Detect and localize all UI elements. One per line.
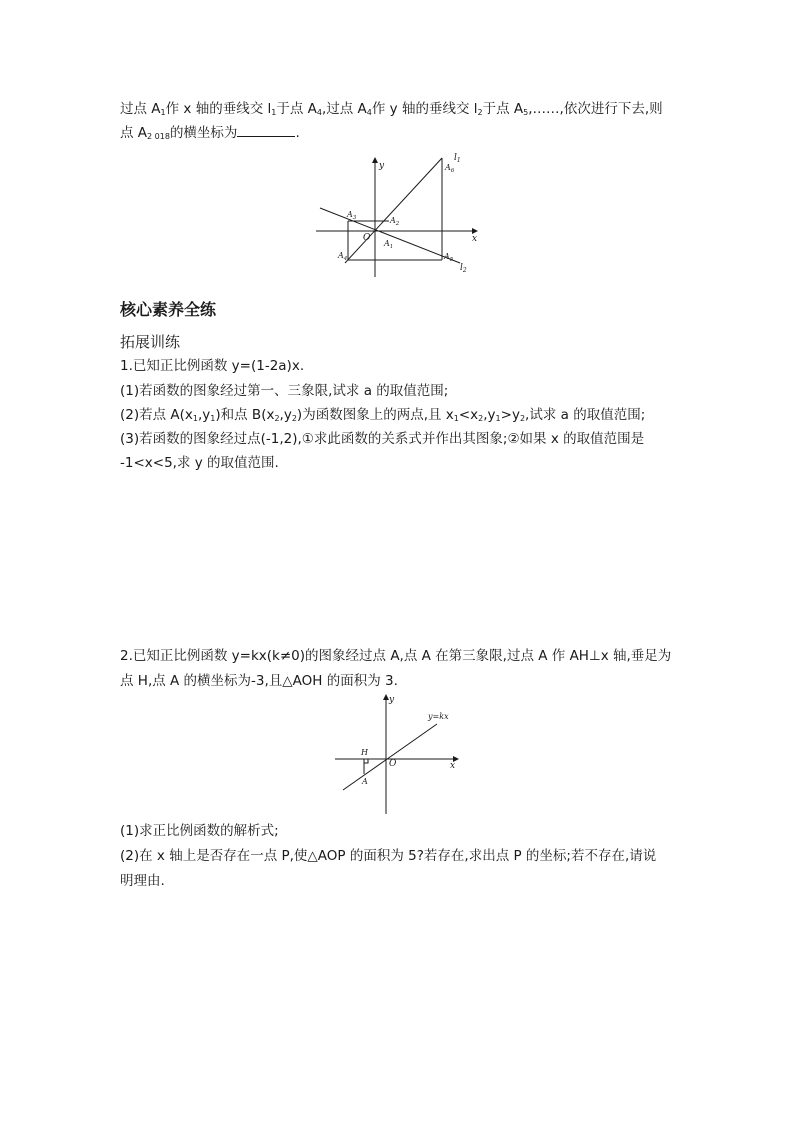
q2-stem-line-2: 点 H,点 A 的横坐标为-3,且△AOH 的面积为 3. [120, 673, 398, 689]
fig1-A6-label: $A_6$ [445, 163, 455, 174]
fig1-A5-label: $A_5$ [444, 252, 454, 263]
q2-part-2-line-1: (2)在 x 轴上是否存在一点 P,使△AOP 的面积为 5?若存在,求出点 P 的坐标;若不存在,请说 [120, 848, 657, 864]
fig1-l2-label: $l_2$ [460, 263, 467, 274]
q1-part-1: (1)若函数的图象经过第一、三象限,试求 a 的取值范围; [120, 383, 449, 399]
fig1-origin-label: O [363, 233, 371, 243]
fig2-line-label: y=kx [428, 712, 449, 721]
q2-part-2-line-2: 明理由. [120, 873, 165, 889]
q1-stem: 1.已知正比例函数 y=(1-2a)x. [120, 358, 305, 374]
fig2-origin-label: O [389, 759, 397, 769]
fig2-H-label: H [361, 748, 368, 757]
sub-title: 拓展训练 [120, 333, 181, 351]
intro-line-1: 过点 $A_1$作 x 轴的垂线交 $l_1$于点 $A_4$,过点 $A_4$作 y 轴的垂线交 $l_2$于点 $A_5,\dots\dots$,依次进行下去,则 [120, 101, 663, 117]
q1-part-3-line-2: -1<x<5,求 y 的取值范围. [120, 455, 279, 471]
intro-line-2: 点 $A_{2 018}$的横坐标为 . [120, 125, 300, 141]
section-title: 核心素养全练 [120, 300, 217, 319]
fig1-x-label: x [472, 234, 478, 244]
fig1-A2-label: $A_2$ [390, 216, 400, 227]
fig2-A-label: A [362, 777, 368, 786]
fig1-y-label: y [379, 161, 385, 171]
fig1-l1-label: $l_1$ [454, 153, 461, 164]
fig1-A1-label: $A_1$ [384, 239, 394, 250]
fig2-x-label: x [450, 761, 456, 771]
fig2-y-label: y [389, 695, 395, 705]
fig1-A3-label: $A_3$ [347, 210, 357, 221]
q2-stem-line-1: 2.已知正比例函数 y=kx(k≠0)的图象经过点 A,点 A 在第三象限,过点 A 作 AH⊥x 轴,垂足为 [120, 648, 672, 664]
q2-part-1: (1)求正比例函数的解析式; [120, 823, 279, 839]
answer-blank[interactable] [237, 124, 295, 137]
figure-2 [333, 690, 463, 816]
q1-part-2: (2)若点 $A(x_1,y_1)$和点 $B(x_2,y_2)$为函数图象上的两点,且 $x_1<x_2,y_1>y_2$,试求 a 的取值范围; [120, 407, 646, 423]
fig1-A4-label: $A_4$ [338, 251, 348, 262]
q1-part-3-line-1: (3)若函数的图象经过点(-1,2),①求此函数的关系式并作出其图象;②如果 x 的取值范围是 [120, 431, 645, 447]
figure-1 [312, 150, 484, 278]
